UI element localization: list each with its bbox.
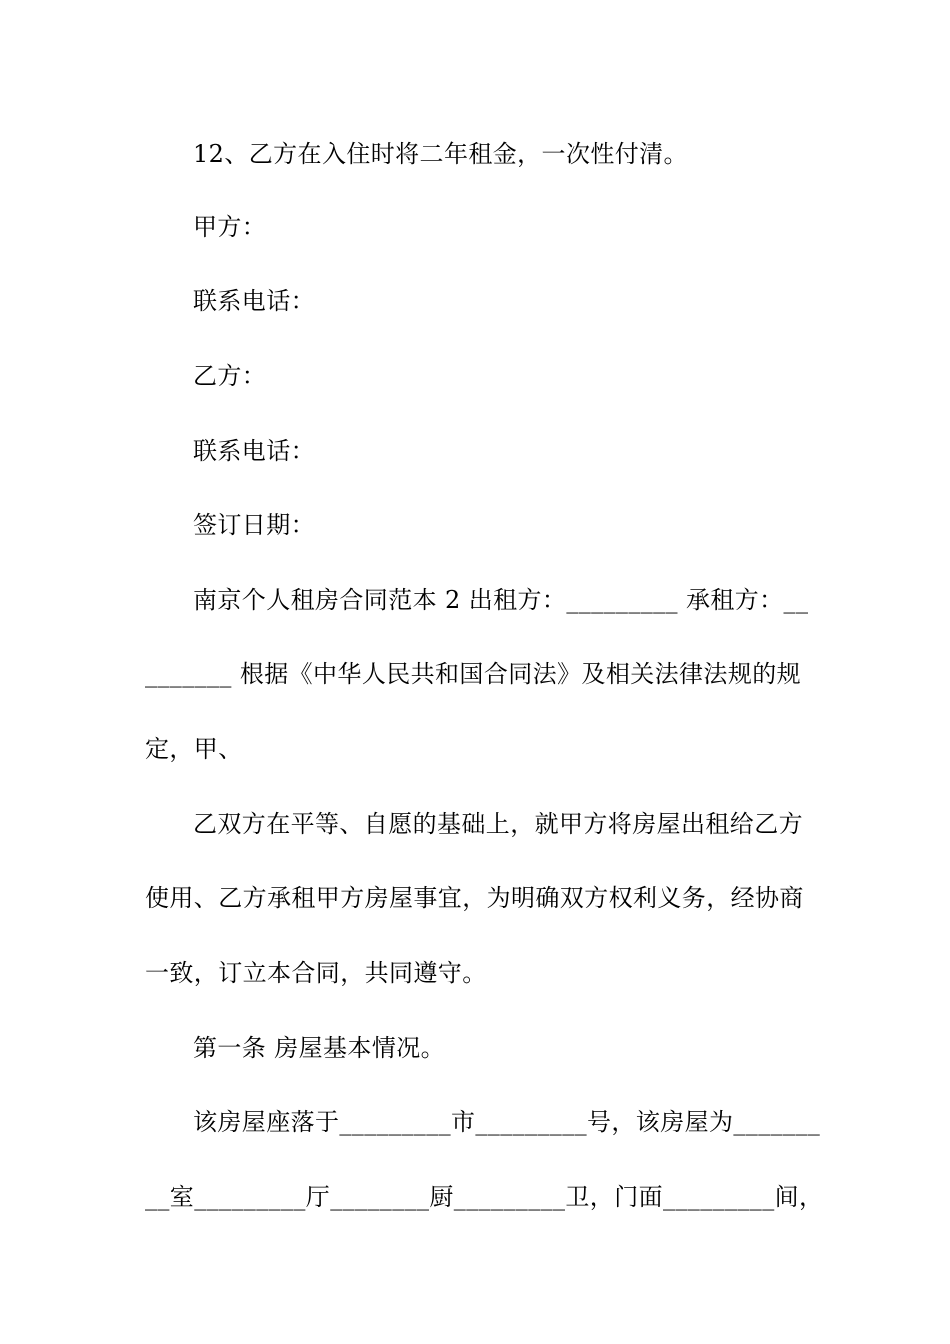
- preamble-line-2: 定，甲、: [145, 735, 243, 763]
- signing-date-label: 签订日期：: [193, 511, 315, 539]
- preamble-line-5: 一致，订立本合同，共同遵守。: [145, 959, 487, 987]
- preamble-line-4: 使用、乙方承租甲方房屋事宜，为明确双方权利义务，经协商: [145, 884, 804, 912]
- party-a-phone-label: 联系电话：: [193, 287, 315, 315]
- clause-12-text: 12、乙方在入住时将二年租金，一次性付清。: [193, 140, 688, 168]
- preamble-line-1: _______ 根据《中华人民共和国合同法》及相关法律法规的规: [145, 660, 802, 688]
- party-a-label: 甲方：: [193, 213, 267, 241]
- article-1-heading: 第一条 房屋基本情况。: [193, 1034, 446, 1062]
- contract-title-line: 南京个人租房合同范本 2 出租方：_________ 承租方：__: [193, 586, 809, 614]
- party-b-label: 乙方：: [193, 362, 267, 390]
- property-layout-line: __室_________厅________厨_________卫，门面_________间，: [145, 1183, 824, 1211]
- party-b-phone-label: 联系电话：: [193, 437, 315, 465]
- property-location-line: 该房屋座落于_________市_________号，该房屋为_______: [193, 1108, 821, 1136]
- preamble-line-3: 乙双方在平等、自愿的基础上，就甲方将房屋出租给乙方: [193, 810, 803, 838]
